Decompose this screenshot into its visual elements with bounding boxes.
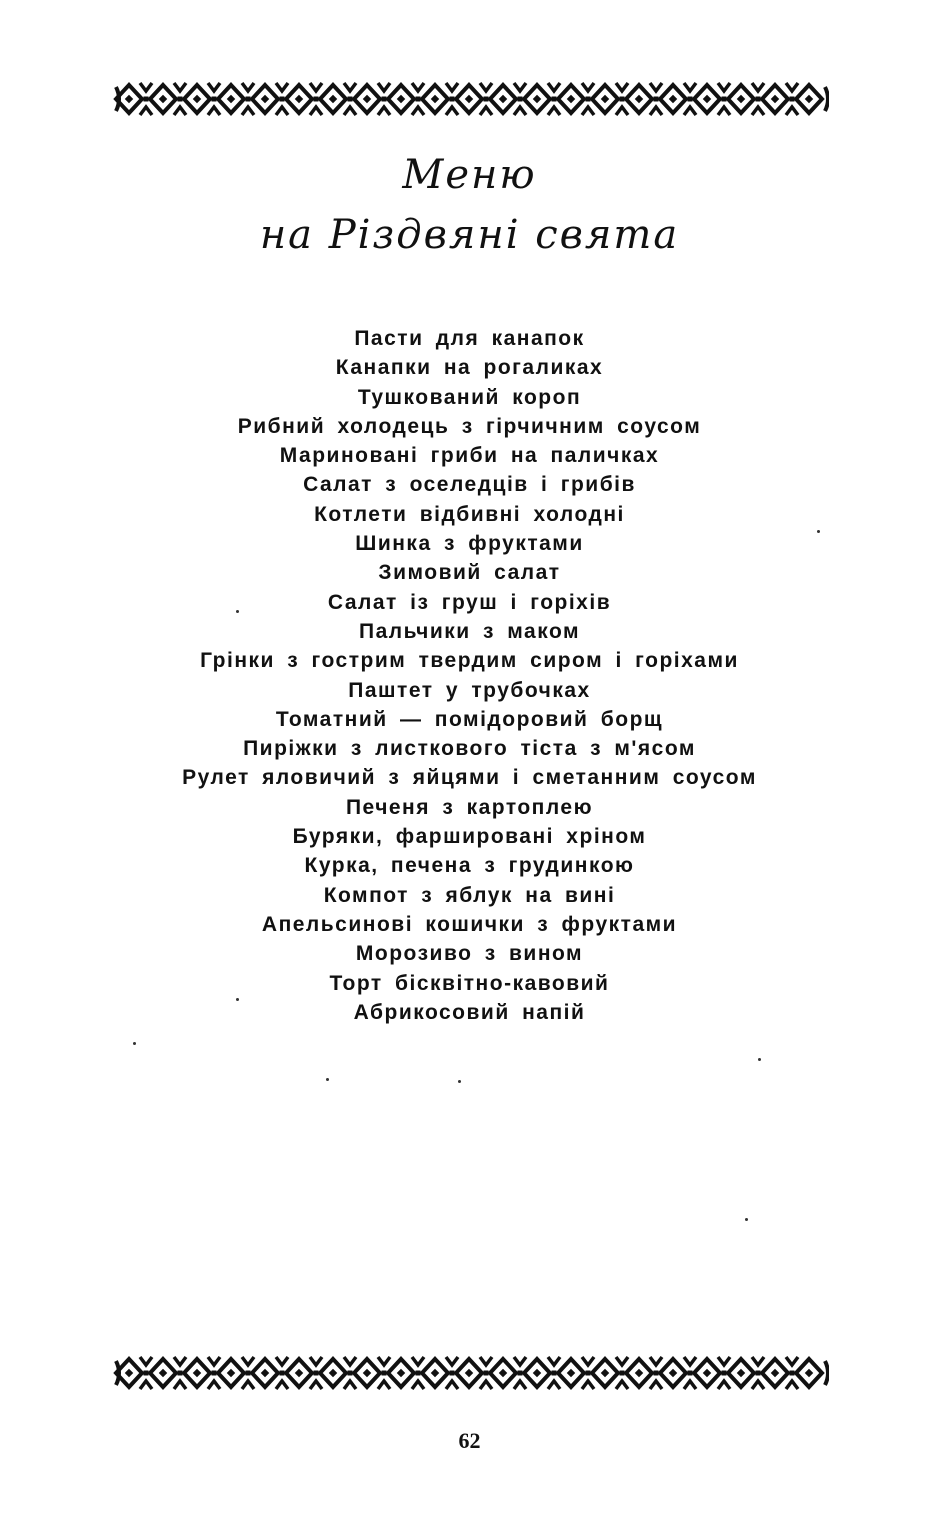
scan-speck xyxy=(236,998,239,1001)
menu-item: Канапки на рогаликах xyxy=(335,356,604,380)
scan-speck xyxy=(326,1078,329,1081)
scan-speck xyxy=(817,530,820,533)
bottom-ornament-border xyxy=(112,1350,829,1396)
menu-item: Грінки з гострим твердим сиром і горіхами xyxy=(200,649,739,673)
menu-item: Салат із груш і горіхів xyxy=(327,590,612,614)
top-ornament-border xyxy=(112,76,829,122)
menu-item: Паштет у трубочках xyxy=(348,678,591,702)
menu-item: Рибний холодець з гірчичним соусом xyxy=(237,414,702,438)
scan-speck xyxy=(458,1080,461,1083)
menu-item: Компот з яблук на вині xyxy=(323,883,616,907)
menu-item: Рулет яловичий з яйцями і сметанним соусом xyxy=(182,766,757,790)
menu-item: Томатний — помідоровий борщ xyxy=(275,707,664,731)
scan-speck xyxy=(133,1042,136,1045)
scan-speck xyxy=(236,610,239,613)
menu-item: Торт бісквітно-кавовий xyxy=(329,971,610,995)
menu-item: Тушкований короп xyxy=(357,385,582,409)
menu-item: Курка, печена з грудинкою xyxy=(304,854,635,878)
menu-item: Пиріжки з листкового тіста з м'ясом xyxy=(243,737,696,761)
menu-title: Меню xyxy=(402,152,537,198)
menu-item: Апельсинові кошички з фруктами xyxy=(261,912,678,936)
menu-item: Зимовий салат xyxy=(378,561,561,585)
menu-list xyxy=(0,324,939,1027)
scan-speck xyxy=(758,1058,761,1061)
menu-item: Мариновані гриби на паличках xyxy=(279,444,660,468)
page-number: 62 xyxy=(458,1428,481,1453)
menu-item: Салат з оселедців і грибів xyxy=(303,473,636,497)
menu-item: Шинка з фруктами xyxy=(355,532,584,556)
menu-item: Печеня з картоплею xyxy=(345,795,594,819)
menu-item: Буряки, фаршировані хріном xyxy=(292,825,647,849)
scan-speck xyxy=(745,1218,748,1221)
menu-item: Абрикосовий напій xyxy=(353,1000,586,1024)
menu-item: Пасти для канапок xyxy=(354,327,585,350)
menu-item: Пальчики з маком xyxy=(358,619,581,643)
menu-subtitle: на Різдвяні свята xyxy=(259,212,680,258)
menu-item: Морозиво з вином xyxy=(355,942,584,966)
menu-item: Котлети відбивні холодні xyxy=(314,502,625,526)
